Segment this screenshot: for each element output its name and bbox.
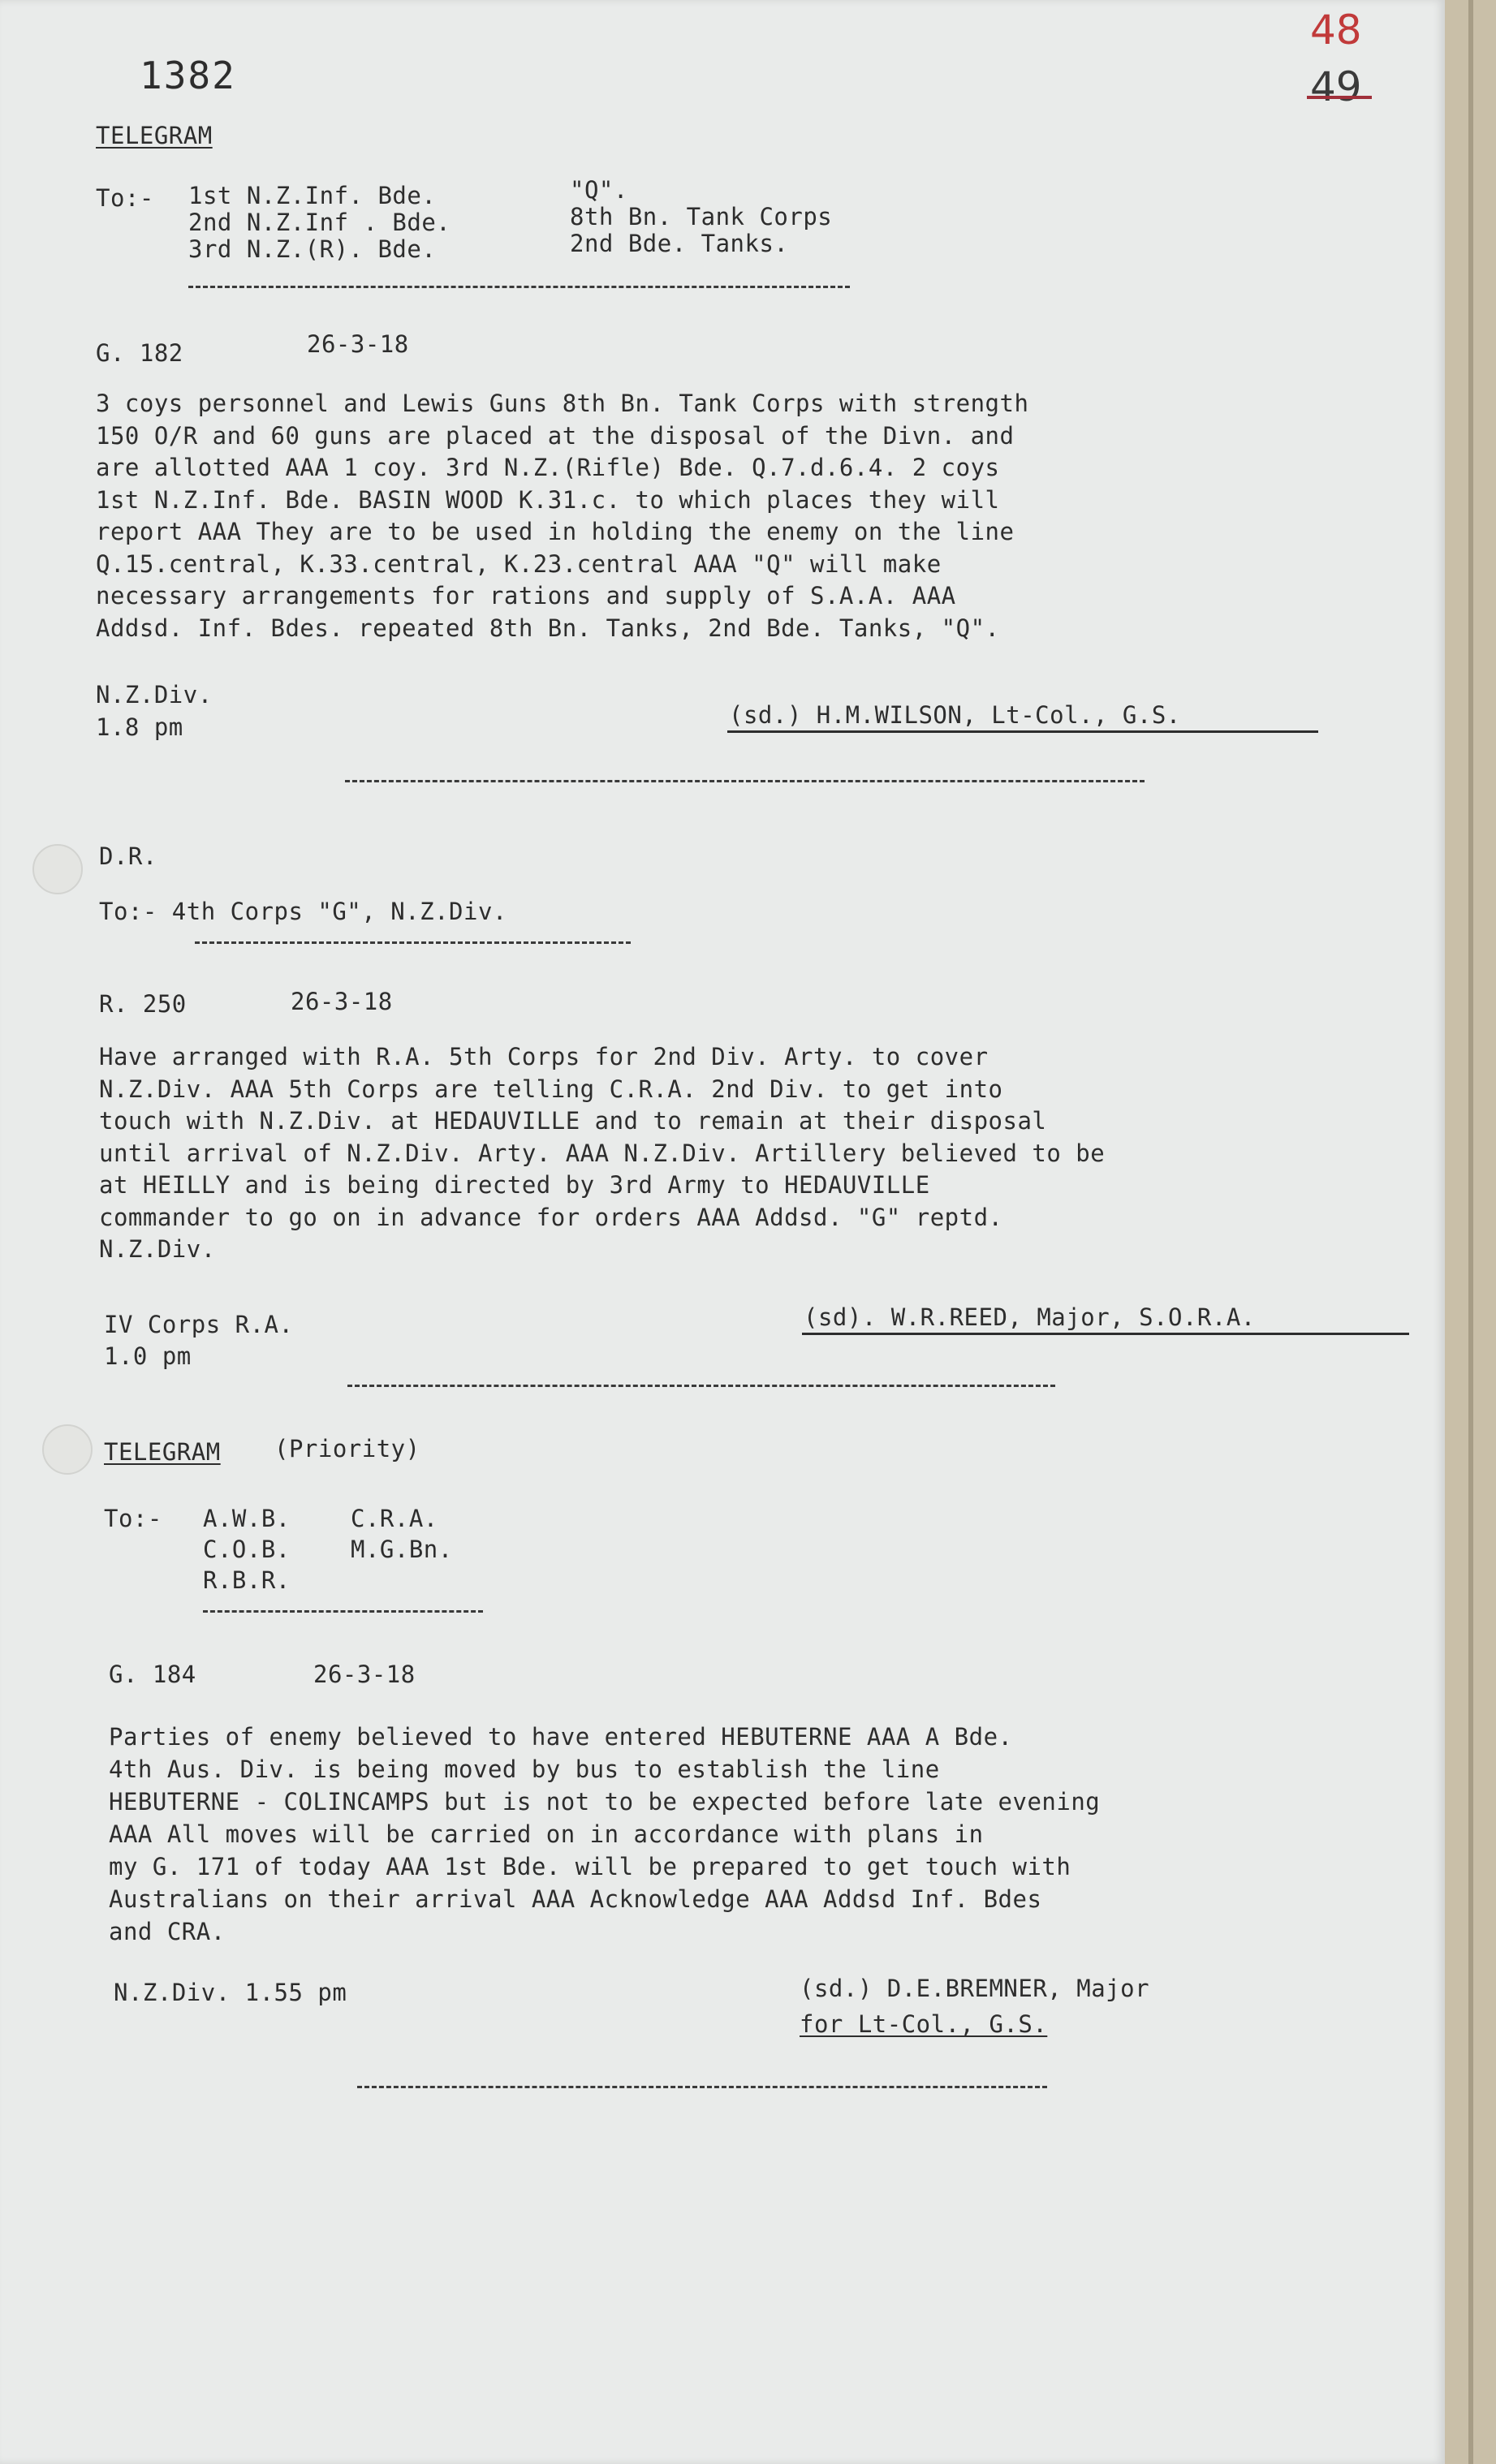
- divider: [203, 1610, 483, 1613]
- addressee: 2nd Bde. Tanks.: [570, 230, 789, 257]
- signature-underline: [802, 1333, 1409, 1335]
- punch-hole: [32, 844, 83, 894]
- msg1-to-label: To:-: [96, 184, 154, 212]
- body-line: 4th Aus. Div. is being moved by bus to establish the line: [109, 1755, 940, 1783]
- body-line: commander to go on in advance for orders AAA Addsd. "G" reptd.: [99, 1203, 1003, 1231]
- body-line: HEBUTERNE - COLINCAMPS but is not to be expected before late evening: [109, 1788, 1101, 1816]
- msg1-body: [96, 388, 1028, 644]
- msg2-to: To:- 4th Corps "G", N.Z.Div.: [99, 898, 507, 925]
- msg1-origin: N.Z.Div.: [96, 681, 213, 709]
- addressee: "Q".: [570, 176, 628, 204]
- body-line: N.Z.Div. AAA 5th Corps are telling C.R.A. 2nd Div. to get into: [99, 1075, 1003, 1103]
- addressee: 2nd N.Z.Inf . Bde.: [188, 209, 451, 236]
- body-line: necessary arrangements for rations and supply of S.A.A. AAA: [96, 582, 956, 610]
- addressee: A.W.B.: [203, 1505, 291, 1532]
- addressee: C.O.B.: [203, 1536, 291, 1563]
- body-line: at HEILLY and is being directed by 3rd Army to HEDAUVILLE: [99, 1171, 930, 1199]
- divider: [195, 941, 631, 944]
- msg3-origin-time: N.Z.Div. 1.55 pm: [114, 1979, 347, 2006]
- divider: [357, 2086, 1047, 2088]
- msg3-to-label: To:-: [104, 1505, 162, 1532]
- addressee: M.G.Bn.: [351, 1536, 453, 1563]
- folio-number-struck: 49: [1310, 63, 1362, 110]
- msg2-origin: IV Corps R.A.: [104, 1311, 294, 1338]
- msg1-signature: (sd.) H.M.WILSON, Lt-Col., G.S.: [729, 701, 1181, 729]
- body-line: my G. 171 of today AAA 1st Bde. will be prepared to get touch with: [109, 1853, 1071, 1880]
- body-line: touch with N.Z.Div. at HEDAUVILLE and to remain at their disposal: [99, 1107, 1047, 1135]
- addressee: 8th Bn. Tank Corps: [570, 203, 833, 230]
- msg2-body: [99, 1041, 1105, 1266]
- body-line: N.Z.Div.: [99, 1235, 216, 1263]
- msg1-ref: G. 182: [96, 339, 183, 367]
- body-line: and CRA.: [109, 1918, 226, 1945]
- msg1-addressees-left: [188, 183, 451, 263]
- addressee: 1st N.Z.Inf. Bde.: [188, 182, 437, 209]
- divider: [345, 780, 1145, 782]
- msg3-date: 26-3-18: [313, 1661, 416, 1688]
- body-line: Parties of enemy believed to have entered HEBUTERNE AAA A Bde.: [109, 1723, 1013, 1751]
- body-line: 3 coys personnel and Lewis Guns 8th Bn. Tank Corps with strength: [96, 390, 1029, 417]
- body-line: AAA All moves will be carried on in accordance with plans in: [109, 1820, 984, 1848]
- body-line: Q.15.central, K.33.central, K.23.central AAA "Q" will make: [96, 549, 942, 578]
- divider: [347, 1385, 1055, 1387]
- body-line: until arrival of N.Z.Div. Arty. AAA N.Z.Div. Artillery believed to be: [99, 1139, 1106, 1167]
- msg1-time: 1.8 pm: [96, 713, 183, 741]
- msg2-ref: R. 250: [99, 990, 187, 1018]
- msg3-addressees-col1: [203, 1503, 291, 1596]
- msg1-date: 26-3-18: [307, 330, 409, 358]
- strike-through: [1307, 96, 1372, 99]
- msg3-ref: G. 184: [109, 1661, 196, 1688]
- body-line: 150 O/R and 60 guns are placed at the disposal of the Divn. and: [96, 421, 1015, 450]
- divider: [188, 286, 850, 288]
- folio-number: 48: [1310, 6, 1362, 54]
- punch-hole: [42, 1424, 93, 1475]
- addressee: R.B.R.: [203, 1566, 291, 1594]
- msg1-addressees-right: [570, 177, 832, 257]
- addressee: C.R.A.: [351, 1505, 438, 1532]
- body-line: Australians on their arrival AAA Acknowledge AAA Addsd Inf. Bdes: [109, 1885, 1042, 1913]
- msg2-heading: D.R.: [99, 842, 157, 870]
- msg3-signature-1: (sd.) D.E.BREMNER, Major: [800, 1975, 1150, 2002]
- body-line: 1st N.Z.Inf. Bde. BASIN WOOD K.31.c. to which places they will: [96, 485, 1000, 514]
- msg3-body: [109, 1721, 1100, 1948]
- body-line: Addsd. Inf. Bdes. repeated 8th Bn. Tanks, 2nd Bde. Tanks, "Q".: [96, 614, 1000, 642]
- doc-number: 1382: [140, 54, 236, 97]
- body-line: report AAA They are to be used in holding the enemy on the line: [96, 518, 1015, 545]
- msg2-signature: (sd). W.R.REED, Major, S.O.R.A.: [804, 1303, 1256, 1331]
- body-line: are allotted AAA 1 coy. 3rd N.Z.(Rifle) Bde. Q.7.d.6.4. 2 coys: [96, 454, 1000, 481]
- msg2-time: 1.0 pm: [104, 1342, 192, 1370]
- msg3-priority: (Priority): [274, 1435, 420, 1462]
- msg1-heading: TELEGRAM: [96, 122, 213, 149]
- signature-underline: [727, 730, 1318, 733]
- addressee: 3rd N.Z.(R). Bde.: [188, 235, 437, 263]
- msg3-addressees-col2: [351, 1503, 453, 1565]
- body-line: Have arranged with R.A. 5th Corps for 2nd Div. Arty. to cover: [99, 1043, 989, 1070]
- msg3-heading: TELEGRAM: [104, 1438, 221, 1466]
- msg3-signature-2: for Lt-Col., G.S.: [800, 2010, 1048, 2038]
- page-edge-shadow: [1468, 0, 1473, 2464]
- msg2-date: 26-3-18: [291, 988, 393, 1015]
